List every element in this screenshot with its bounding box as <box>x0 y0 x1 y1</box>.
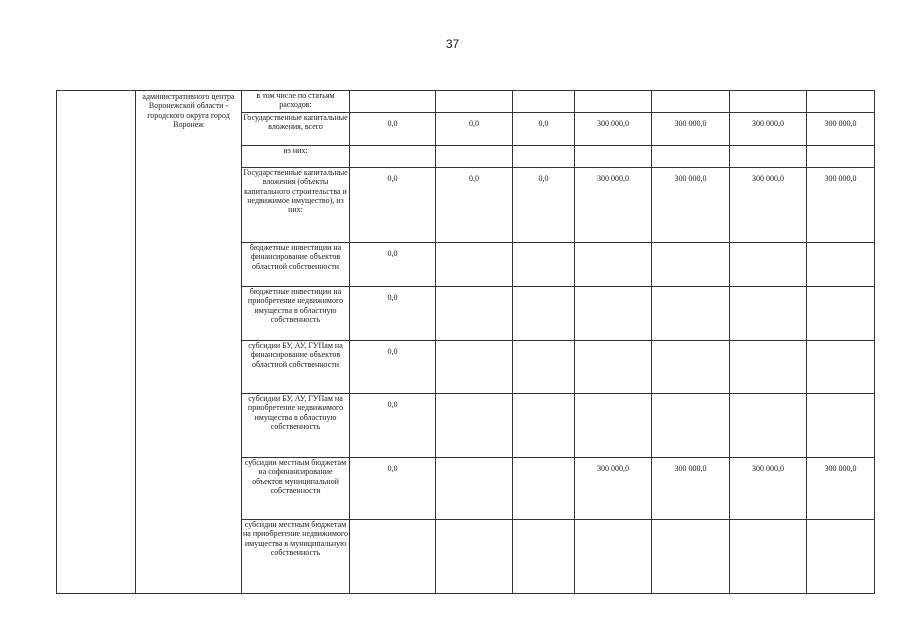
value-cell: 300 000,0 <box>730 458 807 520</box>
value-cell: 0,0 <box>350 394 436 458</box>
value-cell <box>730 91 807 113</box>
value-cell <box>807 341 875 394</box>
value-cell <box>350 520 436 594</box>
value-cell: 300 000,0 <box>575 113 652 146</box>
value-cell <box>575 91 652 113</box>
row-label: Государственные капитальные вложения, всего <box>242 113 350 146</box>
table-row <box>57 91 875 113</box>
value-cell <box>652 394 730 458</box>
value-cell <box>436 243 513 287</box>
value-cell <box>652 91 730 113</box>
value-cell <box>652 243 730 287</box>
value-cell <box>807 287 875 341</box>
value-cell <box>807 91 875 113</box>
value-cell: 0,0 <box>350 287 436 341</box>
value-cell <box>436 287 513 341</box>
value-cell: 300 000,0 <box>730 113 807 146</box>
value-cell <box>513 287 575 341</box>
value-cell: 300 000,0 <box>652 113 730 146</box>
row-label: субсидии местным бюджетам на приобретение недвижимого имущества в муниципальную собственность <box>242 520 350 594</box>
row-label: Государственные капитальные вложения (объекты капитального строительства и недвижимое имущество), из них: <box>242 168 350 243</box>
value-cell <box>350 91 436 113</box>
value-cell <box>575 520 652 594</box>
value-cell: 0,0 <box>350 113 436 146</box>
value-cell <box>436 146 513 168</box>
row-label: бюджетные инвестиции на приобретение недвижимого имущества в областную собственность <box>242 287 350 341</box>
value-cell <box>652 146 730 168</box>
value-cell <box>575 287 652 341</box>
row-label: бюджетные инвестиции на финансирование объектов областной собственности <box>242 243 350 287</box>
value-cell <box>730 146 807 168</box>
value-cell: 300 000,0 <box>807 168 875 243</box>
row-label: субсидии БУ, АУ, ГУПам на финансирование объектов областной собственности <box>242 341 350 394</box>
value-cell <box>730 394 807 458</box>
row-label: из них: <box>242 146 350 168</box>
value-cell: 300 000,0 <box>807 458 875 520</box>
value-cell: 0,0 <box>350 341 436 394</box>
organization-cell: административного центра Воронежской области - городского округа город Воронеж <box>136 91 242 594</box>
value-cell <box>575 243 652 287</box>
value-cell <box>575 341 652 394</box>
value-cell <box>513 243 575 287</box>
value-cell: 0,0 <box>350 243 436 287</box>
value-cell <box>730 287 807 341</box>
value-cell <box>652 520 730 594</box>
row-label: субсидии местным бюджетам на софинансирование объектов муниципальной собственности <box>242 458 350 520</box>
value-cell <box>513 146 575 168</box>
value-cell: 0,0 <box>350 458 436 520</box>
value-cell: 0,0 <box>513 168 575 243</box>
value-cell: 0,0 <box>350 168 436 243</box>
value-cell <box>575 146 652 168</box>
page-number: 37 <box>445 37 460 51</box>
value-cell <box>807 146 875 168</box>
value-cell: 0,0 <box>436 113 513 146</box>
value-cell: 300 000,0 <box>652 458 730 520</box>
value-cell: 0,0 <box>513 113 575 146</box>
value-cell <box>513 394 575 458</box>
row-label: субсидии БУ, АУ, ГУПам на приобретение недвижимого имущества в областную собственность <box>242 394 350 458</box>
value-cell <box>730 520 807 594</box>
value-cell <box>513 91 575 113</box>
value-cell: 300 000,0 <box>730 168 807 243</box>
budget-table <box>56 90 875 594</box>
blank-cell <box>57 91 136 594</box>
value-cell <box>807 243 875 287</box>
value-cell: 300 000,0 <box>575 458 652 520</box>
value-cell <box>436 394 513 458</box>
value-cell <box>513 458 575 520</box>
value-cell <box>730 341 807 394</box>
value-cell <box>807 394 875 458</box>
value-cell <box>652 341 730 394</box>
value-cell: 0,0 <box>436 168 513 243</box>
value-cell <box>436 341 513 394</box>
value-cell: 300 000,0 <box>575 168 652 243</box>
value-cell <box>513 520 575 594</box>
value-cell <box>350 146 436 168</box>
value-cell: 300 000,0 <box>807 113 875 146</box>
value-cell: 300 000,0 <box>652 168 730 243</box>
value-cell <box>513 341 575 394</box>
value-cell <box>730 243 807 287</box>
value-cell <box>436 520 513 594</box>
value-cell <box>575 394 652 458</box>
value-cell <box>807 520 875 594</box>
value-cell <box>652 287 730 341</box>
value-cell <box>436 91 513 113</box>
row-label: в том числе по статьям расходов: <box>242 91 350 113</box>
value-cell <box>436 458 513 520</box>
